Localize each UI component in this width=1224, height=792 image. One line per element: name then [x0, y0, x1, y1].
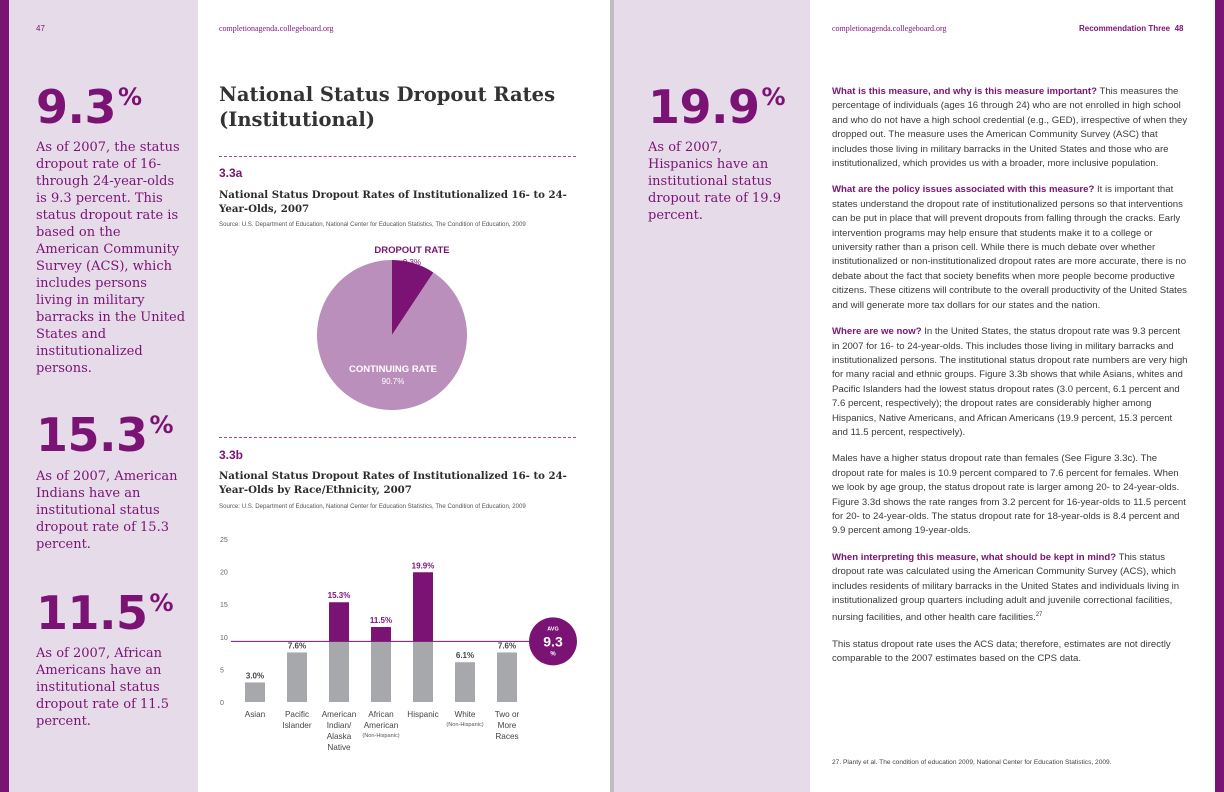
- bar-base: [413, 641, 433, 702]
- figure-a-label: 3.3a: [219, 166, 243, 180]
- pie-label-continuing: CONTINUING RATE: [349, 364, 437, 375]
- stat-value-4: 19.9%: [648, 80, 786, 134]
- y-tick-label: 15: [220, 602, 228, 610]
- page-number-right: 48: [1174, 24, 1184, 33]
- figure-a-source: Source: U.S. Department of Education, National Center for Education Statistics, The Condition of Education, 2009: [219, 221, 526, 228]
- page-number-left: 47: [36, 24, 45, 33]
- pie-chart: [300, 240, 490, 425]
- paragraph-text: In the United States, the status dropout rate was 9.3 percent in 2007 for 16- to 24-year-olds. This includes those living in military barracks and institutionalized persons. The institutional status dropout rate numbers are very high for many racial and ethnic groups. Figure 3.3b shows that while Asians, whites and Pacific Islanders had the lowest status dropout rates (3.0 percent, 6.1 percent and 7.6 percent, respectively); the dropout rates are considerably higher among Hispanics, Native Americans, and African Americans (19.9 percent, 15.3 percent and 11.5 percent, respectively).: [832, 326, 1188, 438]
- category-label: Pacific: [284, 710, 310, 719]
- bar-value-label: 11.5%: [369, 616, 393, 626]
- paragraph-text: This status dropout rate uses the ACS data; therefore, estimates are not directly comparable to the 2007 estimates based on the CPS data.: [832, 639, 1171, 665]
- y-tick-label: 20: [220, 569, 228, 577]
- category-label: Races: [495, 732, 519, 741]
- body-text: [832, 85, 1190, 679]
- divider-b: [219, 437, 576, 438]
- section-title: National Status Dropout Rates (Institutional): [219, 83, 556, 131]
- pie-value-continuing: 90.7%: [381, 377, 405, 386]
- category-label: American: [321, 710, 357, 719]
- paragraph-lead: When interpreting this measure, what should be kept in mind?: [832, 551, 1117, 563]
- category-label: Two or: [494, 710, 520, 719]
- category-label: More: [497, 721, 517, 730]
- figure-a-title: National Status Dropout Rates of Institutionalized 16- to 24-Year-Olds, 2007: [219, 189, 567, 215]
- body-paragraph: [832, 85, 1190, 171]
- category-label: African: [368, 710, 394, 719]
- y-tick-label: 10: [220, 634, 228, 642]
- bar-base: [497, 652, 517, 702]
- category-label: Indian/: [326, 721, 352, 730]
- figure-b-source: Source: U.S. Department of Education, National Center for Education Statistics, The Condition of Education, 2009: [219, 503, 526, 510]
- pie-label-dropout: DROPOUT RATE: [374, 245, 450, 256]
- paragraph-text: This status dropout rate was calculated using the American Community Survey (ACS), which includes residents of military barracks in the United States and individuals living in institutionalized group quarters including adult and juvenile correctional facilities, nursing facilities, and other health care facilities.: [832, 551, 1180, 624]
- category-label: Islander: [282, 721, 312, 730]
- stat-text-2: As of 2007, American Indians have an institutional status dropout rate of 15.3 percent.: [36, 469, 178, 552]
- footnote: 27. Planty et al. The condition of education 2009, National Center for Education Statistics, 2009.: [832, 759, 1112, 766]
- bar-above-average: [329, 602, 349, 641]
- bar-value-label: 19.9%: [411, 561, 435, 571]
- bar-value-label: 15.3%: [327, 591, 351, 601]
- stat-text-1: As of 2007, the status dropout rate of 16- through 24-year-olds is 9.3 percent. This status dropout rate is based on the American Community Survey (ACS), which includes persons living in military barracks in the United States and institutionalized persons.: [36, 140, 186, 376]
- paragraph-text: It is important that states understand the dropout rate of institutionalized persons so that interventions can be put in place that will prevent dropouts from falling through the cracks. Early intervention programs may help ensure that students make it to a college or university rather than a prison cell. While there is much debate over whether institutionalized or non-institutionalized dropout rates are more accurate, there is no debate about the fact that society benefits when more people become productive citizens. These citizens will contribute to the overall productivity of the United States and will generate more tax dollars for our states and the nation.: [832, 184, 1187, 311]
- bar-base: [329, 641, 349, 702]
- average-badge-title: AVG: [547, 626, 559, 633]
- bar-base: [287, 652, 307, 702]
- left-edge-bar: [0, 0, 9, 792]
- category-label: Hispanic: [407, 710, 439, 719]
- bar-value-label: 6.1%: [455, 651, 475, 661]
- stat-value-3: 11.5%: [36, 586, 174, 640]
- bar-value-label: 7.6%: [497, 641, 517, 651]
- average-badge-value: 9.3: [543, 633, 563, 650]
- paragraph-lead: What are the policy issues associated with this measure?: [832, 184, 1095, 196]
- bar-above-average: [371, 627, 391, 641]
- stat-text-4: As of 2007, Hispanics have an institutional status dropout rate of 19.9 percent.: [648, 140, 781, 223]
- running-head: Recommendation Three 48: [1079, 24, 1184, 33]
- footnote-ref: 27: [1035, 612, 1043, 619]
- average-badge-unit: %: [550, 651, 556, 658]
- bar-value-label: 3.0%: [245, 671, 265, 681]
- category-label: American: [363, 721, 399, 730]
- divider-a: [219, 156, 576, 157]
- category-note: (Non-Hispanic): [362, 733, 400, 739]
- bar-chart: [215, 520, 595, 760]
- body-paragraph: [832, 551, 1190, 626]
- paragraph-lead: Where are we now?: [832, 326, 922, 338]
- category-label: White: [454, 710, 476, 719]
- stat-value-2: 15.3%: [36, 408, 174, 462]
- figure-b-title: National Status Dropout Rates of Institutionalized 16- to 24-Year-Olds by Race/Ethnicity, 2007: [219, 470, 567, 496]
- bar-value-label: 7.6%: [287, 641, 307, 651]
- body-paragraph: [832, 452, 1190, 538]
- pie-value-dropout: 9.3%: [402, 258, 422, 267]
- category-note: (Non-Hispanic): [446, 722, 484, 728]
- figure-b-label: 3.3b: [219, 448, 244, 462]
- paragraph-text: This measures the percentage of individuals (ages 16 through 24) who are not enrolled in high school and who do not have a high school credential (e.g., GED), irrespective of when they dropped out. The measure uses the American Community Survey (ASC) that includes those living in military barracks in the United States and those who are institutionalized, which provides us with a broader, more inclusive population.: [832, 86, 1188, 170]
- category-label: Asian: [244, 710, 266, 719]
- y-tick-label: 5: [220, 667, 224, 675]
- bar-base: [371, 641, 391, 702]
- stat-value-1: 9.3%: [36, 80, 142, 134]
- category-label: Native: [327, 743, 351, 752]
- body-paragraph: [832, 325, 1190, 440]
- site-url-left: completionagenda.collegeboard.org: [219, 24, 334, 33]
- bar-above-average: [413, 572, 433, 641]
- category-label: Alaska: [326, 732, 352, 741]
- paragraph-text: Males have a higher status dropout rate than females (See Figure 3.3c). The dropout rate for males is 10.9 percent compared to 7.6 percent for females. When we look by age group, the status dropout rate is larger among 20- to 24-year-olds. Figure 3.3d shows the rate ranges from 3.2 percent for 16-year-olds to 11.5 percent for 20- to 24-year-olds. The status dropout rate for 18-year-olds is 8.4 percent and 9.9 percent among 19-year-olds.: [832, 453, 1186, 537]
- y-tick-label: 25: [220, 537, 228, 544]
- y-tick-label: 0: [220, 700, 224, 707]
- paragraph-lead: What is this measure, and why is this measure important?: [832, 86, 1097, 97]
- body-paragraph: [832, 638, 1190, 667]
- site-url-right: completionagenda.collegeboard.org: [832, 24, 947, 33]
- bar-base: [245, 682, 265, 702]
- right-edge-bar: [1215, 0, 1224, 792]
- body-paragraph: [832, 183, 1190, 313]
- stat-text-3: As of 2007, African Americans have an institutional status dropout rate of 11.5 percent.: [36, 646, 169, 729]
- bar-base: [455, 662, 475, 702]
